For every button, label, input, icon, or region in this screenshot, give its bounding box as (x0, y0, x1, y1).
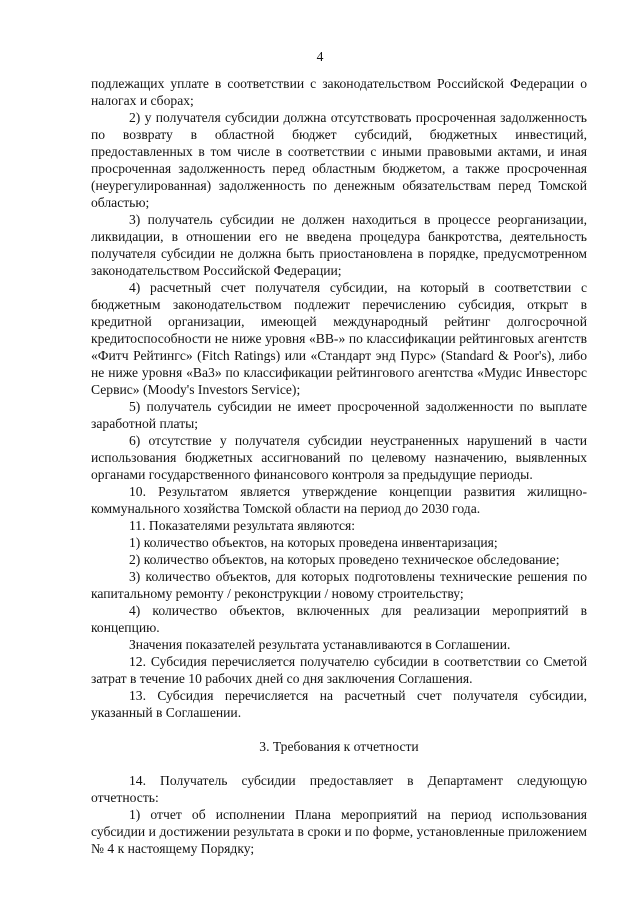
paragraph: подлежащих уплате в соответствии с законодательством Российской Федерации о налогах и сборах; (91, 76, 587, 108)
paragraph: 10. Результатом является утверждение концепции развития жилищно-коммунального хозяйства Томской области на период до 2030 года. (91, 484, 587, 516)
paragraph: 11. Показателями результата являются: (129, 518, 356, 533)
paragraph: 4) расчетный счет получателя субсидии, на который в соответствии с бюджетным законодательством подлежит перечислению субсидия, открыт в кредитной организации, имеющей международный рейтинг долгосрочной кредитоспособности не ниже уровня «ВВ-» по классификации рейтинговых агентств «Фитч Рейтингс» (Fitch Ratings) или «Стандарт энд Пурс» (Standard & Poor's), либо не ниже уровня «Ва3» по классификации рейтингового агентства «Мудис Инвесторс Сервис» (Moody's Investors Service); (91, 280, 587, 397)
paragraph: Значения показателей результата устанавливаются в Соглашении. (129, 637, 511, 652)
paragraph: 2) у получателя субсидии должна отсутствовать просроченная задолженность по возврату в областной бюджет субсидий, бюджетных инвестиций, предоставленных в том числе в соответствии с иными правовыми актами, и иная просроченная задолженность перед областным бюджетом, а также просроченная (неурегулированная) задолженность по денежным обязательствам перед Томской областью; (91, 110, 587, 210)
document-body (91, 75, 587, 857)
paragraph: 3) получатель субсидии не должен находиться в процессе реорганизации, ликвидации, в отношении его не введена процедура банкротства, деятельность получателя субсидии не должна быть приостановлена в порядке, предусмотренном законодательством Российской Федерации; (91, 212, 587, 278)
paragraph: 1) количество объектов, на которых проведена инвентаризация; (129, 535, 498, 550)
page-number: 4 (316, 49, 324, 64)
paragraph: 3) количество объектов, для которых подготовлены технические решения по капитальному ремонту / реконструкции / новому строительству; (91, 569, 587, 601)
paragraph: 4) количество объектов, включенных для реализации мероприятий в концепцию. (91, 603, 587, 635)
paragraph: 1) отчет об исполнении Плана мероприятий на период использования субсидии и достижении результата в сроки и по форме, установленные приложением № 4 к настоящему Порядку; (91, 807, 587, 856)
paragraph: 6) отсутствие у получателя субсидии неустраненных нарушений в части использования бюджетных ассигнований по целевому назначению, выявленных органами государственного финансового контроля за предыдущие периоды. (91, 433, 587, 482)
paragraph: 13. Субсидия перечисляется на расчетный счет получателя субсидии, указанный в Соглашении. (91, 688, 587, 720)
paragraph: 5) получатель субсидии не имеет просроченной задолженности по выплате заработной платы; (91, 399, 587, 431)
paragraph: 2) количество объектов, на которых проведено техническое обследование; (129, 552, 560, 567)
paragraph: 14. Получатель субсидии предоставляет в Департамент следующую отчетность: (91, 773, 587, 805)
paragraph: 12. Субсидия перечисляется получателю субсидии в соответствии со Сметой затрат в течение 10 рабочих дней со дня заключения Соглашения. (91, 654, 587, 686)
section-heading: 3. Требования к отчетности (259, 739, 419, 754)
